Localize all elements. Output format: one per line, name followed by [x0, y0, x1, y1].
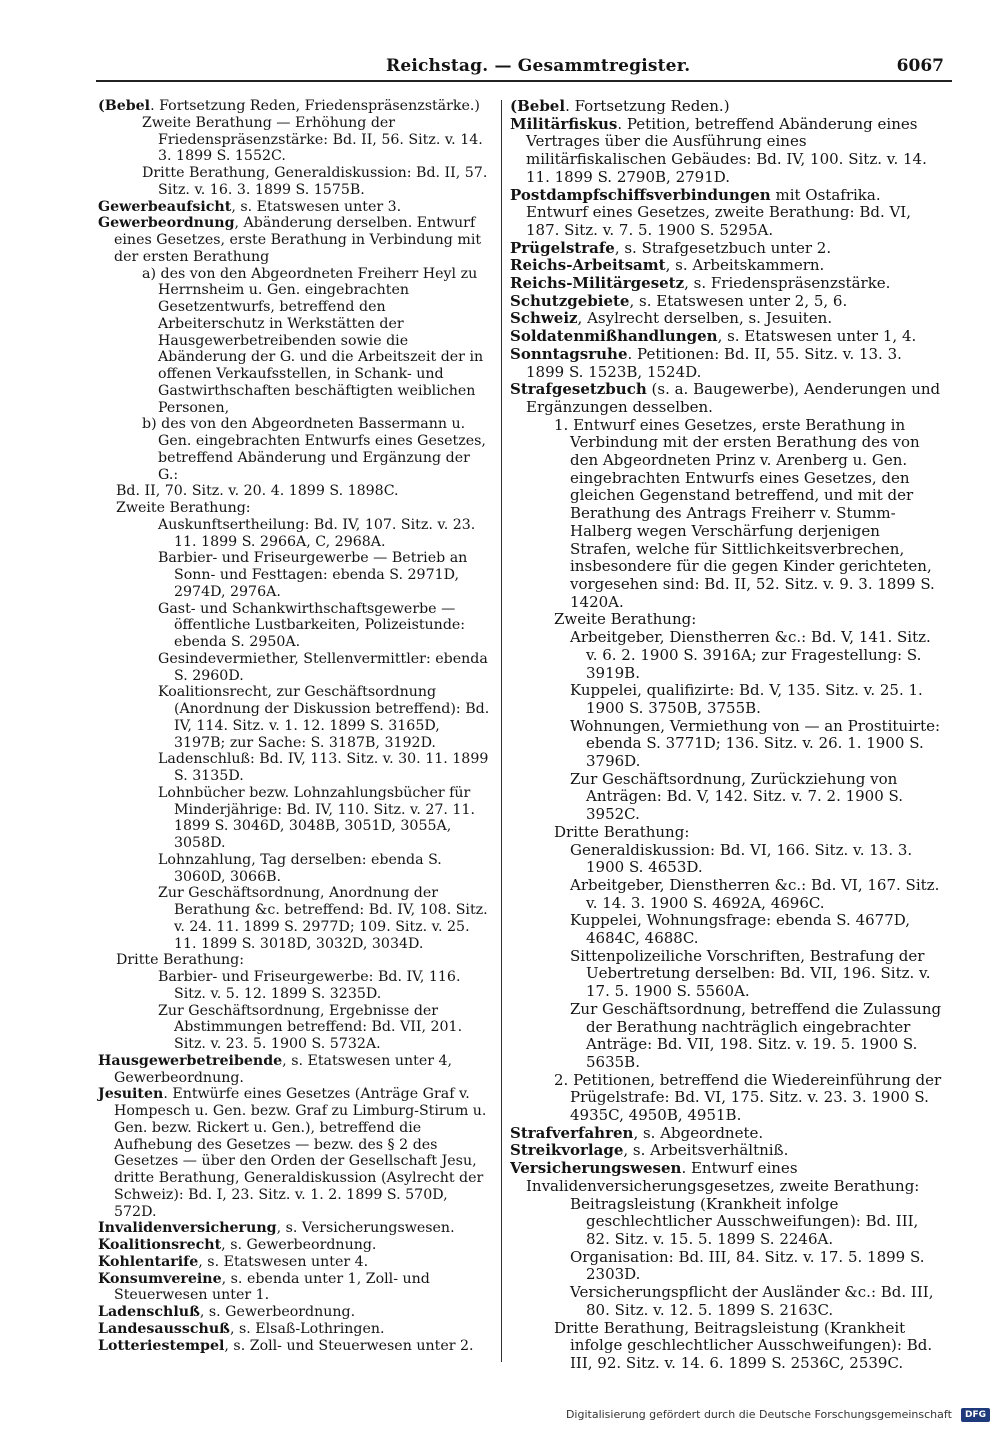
index-entry: Konsumvereine, s. ebenda unter 1, Zoll- und Steuerwesen unter 1.: [98, 1270, 430, 1304]
index-entry: Gewerbeordnung, Abänderung derselben. Entwurf eines Gesetzes, erste Berathung in Verbindung mit der ersten Berathung: [98, 215, 482, 265]
dfg-logo: DFG: [961, 1408, 990, 1422]
index-entry: Strafgesetzbuch (s. a. Baugewerbe), Aenderungen und Ergänzungen desselben.: [510, 380, 941, 416]
index-headword: (Bebel: [98, 98, 151, 114]
index-entry: Militärfiskus. Petition, betreffend Abänderung eines Vertrages über die Ausführung eines militärfiskalischen Gebäudes: Bd. IV, 100. Sitz. v. 14. 11. 1899 S. 2790B, 2791D.: [510, 114, 927, 186]
index-entry: Wohnungen, Vermiethung von — an Prostituirte: ebenda S. 3771D; 136. Sitz. v. 26. 1. 1900 S. 3796D.: [570, 716, 941, 771]
index-entry: 2. Petitionen, betreffend die Wiedereinführung der Prügelstrafe: Bd. VI, 175. Sitz. v. 23. 3. 1900 S. 4935C, 4950B, 4951B.: [554, 1070, 942, 1125]
index-entry: Gast- und Schankwirthschaftsgewerbe — öffentliche Lustbarkeiten, Polizeistunde: ebenda S. 2950A.: [158, 600, 466, 650]
index-entry: Streikvorlage, s. Arbeitsverhältniß.: [510, 1141, 789, 1160]
index-entry: Hausgewerbetreibende, s. Etatswesen unter 4, Gewerbeordnung.: [98, 1052, 453, 1086]
index-headword: Hausgewerbetreibende: [98, 1052, 283, 1069]
index-headword: Jesuiten: [98, 1086, 164, 1103]
footer-credit: Digitalisierung gefördert durch die Deutsche Forschungsgemeinschaft: [565, 1408, 952, 1421]
index-entry: Ladenschluß: Bd. IV, 113. Sitz. v. 30. 11. 1899 S. 3135D.: [158, 751, 489, 784]
index-entry: Postdampfschiffsverbindungen mit Ostafrika. Entwurf eines Gesetzes, zweite Berathung: Bd. VI, 187. Sitz. v. 7. 5. 1900 S. 5295A.: [510, 185, 912, 239]
index-headword: Konsumvereine: [98, 1270, 222, 1287]
index-entry: Bd. II, 70. Sitz. v. 20. 4. 1899 S. 1898C.: [116, 483, 399, 500]
index-entry: Beitragsleistung (Krankheit infolge geschlechtlicher Ausschweifungen): Bd. III, 82. Sitz. v. 15. 5. 1899 S. 2246A.: [570, 1194, 919, 1248]
index-headword: (Bebel: [510, 97, 566, 115]
index-entry: (Bebel. Fortsetzung Reden, Friedenspräsenzstärke.): [98, 98, 480, 114]
index-headword: Koalitionsrecht: [98, 1237, 222, 1253]
index-entry: Zur Geschäftsordnung, betreffend die Zulassung der Berathung nachträglich eingebrachter Anträge: Bd. VII, 198. Sitz. v. 19. 5. 1900 S. 5635B.: [570, 999, 942, 1071]
index-entry: Zweite Berathung:: [554, 610, 697, 629]
index-headword: Invalidenversicherung: [98, 1220, 277, 1237]
index-headword: Postdampfschiffsverbindungen: [510, 185, 771, 204]
index-entry: Barbier- und Friseurgewerbe — Betrieb an Sonn- und Festtagen: ebenda S. 2971D, 2974D, 2976A.: [158, 550, 468, 600]
index-entry: Zur Geschäftsordnung, Ergebnisse der Abstimmungen betreffend: Bd. VII, 201. Sitz. v. 23. 5. 1900 S. 5732A.: [158, 1002, 463, 1052]
index-entry: Schweiz, Asylrecht derselben, s. Jesuiten.: [510, 309, 833, 328]
index-entry: Auskunftsertheilung: Bd. IV, 107. Sitz. v. 23. 11. 1899 S. 2966A, C, 2968A.: [158, 516, 476, 550]
index-headword: Gewerbeaufsicht: [98, 198, 232, 215]
index-entry: Strafverfahren, s. Abgeordnete.: [510, 1123, 764, 1142]
index-entry: Generaldiskussion: Bd. VI, 166. Sitz. v. 13. 3. 1900 S. 4653D.: [570, 840, 913, 877]
index-entry: Lohnbücher bezw. Lohnzahlungsbücher für Minderjährige: Bd. IV, 110. Sitz. v. 27. 11. 1899 S. 3046D, 3048B, 3051D, 3055A, 3058D.: [158, 784, 475, 851]
index-headword: Soldatenmißhandlungen: [510, 327, 718, 346]
index-entry: Invalidenversicherung, s. Versicherungswesen.: [98, 1220, 455, 1237]
index-headword: Gewerbeordnung: [98, 215, 235, 232]
column-divider: [501, 100, 502, 1362]
index-entry: Lohnzahlung, Tag derselben: ebenda S. 3060D, 3066B.: [158, 851, 442, 885]
index-entry: Zur Geschäftsordnung, Zurückziehung von Anträgen: Bd. V, 142. Sitz. v. 7. 2. 1900 S. 3952C.: [570, 769, 904, 824]
index-entry: Dritte Berathung:: [554, 822, 690, 841]
index-entry: Zweite Berathung:: [116, 500, 251, 516]
index-entry: Soldatenmißhandlungen, s. Etatswesen unter 1, 4.: [510, 327, 917, 346]
index-entry: Reichs-Militärgesetz, s. Friedenspräsenzstärke.: [510, 274, 891, 293]
index-headword: Schutzgebiete: [510, 291, 630, 310]
index-headword: Streikvorlage: [510, 1141, 624, 1160]
index-entry: Dritte Berathung, Beitragsleistung (Krankheit infolge geschlechtlicher Ausschweifungen): Bd. III, 92. Sitz. v. 14. 6. 1899 S. 2536C, 2539C.: [554, 1318, 933, 1372]
index-headword: Kohlentarife: [98, 1253, 199, 1270]
index-entry: Barbier- und Friseurgewerbe: Bd. IV, 116. Sitz. v. 5. 12. 1899 S. 3235D.: [158, 969, 461, 1002]
index-entry: Dritte Berathung:: [116, 952, 245, 969]
index-headword: Landesausschuß: [98, 1320, 230, 1337]
index-entry: Arbeitgeber, Dienstherren &c.: Bd. VI, 167. Sitz. v. 14. 3. 1900 S. 4692A, 4696C.: [570, 875, 940, 912]
index-entry: Gewerbeaufsicht, s. Etatswesen unter 3.: [98, 198, 402, 215]
index-entry: Kuppelei, Wohnungsfrage: ebenda S. 4677D, 4684C, 4688C.: [570, 911, 911, 948]
footer: [566, 1404, 990, 1426]
index-entry: Kohlentarife, s. Etatswesen unter 4.: [98, 1253, 369, 1270]
header-rule: [96, 80, 952, 82]
index-headword: Strafgesetzbuch: [510, 380, 647, 399]
index-entry: Organisation: Bd. III, 84. Sitz. v. 17. 5. 1899 S. 2303D.: [570, 1247, 925, 1284]
index-headword: Versicherungswesen: [510, 1159, 682, 1178]
index-headword: Reichs-Arbeitsamt: [510, 256, 666, 275]
index-entry: 1. Entwurf eines Gesetzes, erste Berathung in Verbindung mit der ersten Berathung des von den Abgeordneten Prinz v. Arenberg u. Gen. eingebrachten Entwurfs eines Gesetzes, den gleichen Gegenstand betreffend, und mit der Berathung des Antrags Freiherr v. Stumm-Halberg wegen Verschärfung derjenigen Strafen, welche für Sittlichkeitsverbrechen, insbesondere für die gegen Kinder gerichteten, vorgesehen sind: Bd. II, 52. Sitz. v. 9. 3. 1899 S. 1420A.: [554, 415, 935, 611]
index-entry: Kuppelei, qualifizirte: Bd. V, 135. Sitz. v. 25. 1. 1900 S. 3750B, 3755B.: [570, 681, 923, 717]
index-headword: Strafverfahren: [510, 1123, 634, 1142]
index-entry: Schutzgebiete, s. Etatswesen unter 2, 5, 6.: [510, 291, 848, 310]
index-entry: (Bebel. Fortsetzung Reden.): [510, 97, 730, 115]
index-entry: Ladenschluß, s. Gewerbeordnung.: [98, 1304, 356, 1320]
index-entry: Koalitionsrecht, zur Geschäftsordnung (Anordnung der Diskussion betreffend): Bd. IV, 114. Sitz. v. 1. 12. 1899 S. 3165D, 3197B; zur Sache: S. 3187B, 3192D.: [158, 684, 490, 751]
index-entry: Versicherungspflicht der Ausländer &c.: Bd. III, 80. Sitz. v. 12. 5. 1899 S. 2163C.: [570, 1283, 934, 1319]
index-headword: Schweiz: [510, 309, 578, 328]
index-entry: Lotteriestempel, s. Zoll- und Steuerwesen unter 2.: [98, 1337, 474, 1354]
index-headword: Lotteriestempel: [98, 1337, 225, 1354]
index-entry: Gesindevermiether, Stellenvermittler: ebenda S. 2960D.: [158, 650, 488, 684]
running-title: Reichstag. — Gesammtregister.: [386, 56, 691, 76]
index-entry: a) des von den Abgeordneten Freiherr Heyl zu Herrnsheim u. Gen. eingebrachten Gesetzentwurfs, betreffend den Arbeiterschutz in Werkstätten der Hausgewerbetreibenden sowie die Abänderung der G. und die Arbeitszeit der in offenen Verkaufsstellen, in Schank- und Gastwirthschaften beschäftigten weiblichen Personen,: [142, 265, 484, 416]
index-entry: Sonntagsruhe. Petitionen: Bd. II, 55. Sitz. v. 13. 3. 1899 S. 1523B, 1524D.: [510, 344, 902, 381]
index-entry: Zweite Berathung — Erhöhung der Friedenspräsenzstärke: Bd. II, 56. Sitz. v. 14. 3. 1899 S. 1552C.: [142, 114, 483, 165]
index-entry: Landesausschuß, s. Elsaß-Lothringen.: [98, 1320, 385, 1337]
index-entry: Jesuiten. Entwürfe eines Gesetzes (Anträge Graf v. Hompesch u. Gen. bezw. Graf zu Limburg-Stirum u. Gen. bezw. Rickert u. Gen.), betreffend die Aufhebung des Gesetzes — bezw. des § 2 des Gesetzes — über den Orden der Gesellschaft Jesu, dritte Berathung, Generaldiskussion (Asylrecht der Schweiz): Bd. I, 23. Sitz. v. 1. 2. 1899 S. 570D, 572D.: [98, 1086, 487, 1220]
index-entry: Dritte Berathung, Generaldiskussion: Bd. II, 57. Sitz. v. 16. 3. 1899 S. 1575B.: [142, 165, 488, 198]
index-entry: Sittenpolizeiliche Vorschriften, Bestrafung der Uebertretung derselben: Bd. VII, 196. Sitz. v. 17. 5. 1900 S. 5560A.: [570, 946, 931, 1001]
page-number: 6067: [896, 56, 944, 76]
index-headword: Militärfiskus: [510, 114, 618, 133]
index-headword: Reichs-Militärgesetz: [510, 274, 685, 293]
index-headword: Prügelstrafe: [510, 238, 615, 257]
index-entry: Prügelstrafe, s. Strafgesetzbuch unter 2.: [510, 238, 832, 257]
index-entry: Koalitionsrecht, s. Gewerbeordnung.: [98, 1237, 377, 1253]
index-headword: Ladenschluß: [98, 1304, 200, 1320]
page-header: [96, 52, 952, 82]
index-entry: Arbeitgeber, Dienstherren &c.: Bd. V, 141. Sitz. v. 6. 2. 1900 S. 3916A; zur Fragestellung: S. 3919B.: [570, 628, 931, 682]
index-entry: Zur Geschäftsordnung, Anordnung der Berathung &c. betreffend: Bd. IV, 108. Sitz. v. 24. 11. 1899 S. 2977D; 109. Sitz. v. 25. 11. 1899 S. 3018D, 3032D, 3034D.: [158, 885, 488, 952]
index-entry: Versicherungswesen. Entwurf eines Invalidenversicherungsgesetzes, zweite Berathung:: [510, 1159, 920, 1195]
index-entry: Reichs-Arbeitsamt, s. Arbeitskammern.: [510, 256, 825, 275]
right-column: [510, 98, 944, 1373]
left-column: [98, 98, 492, 1354]
index-headword: Sonntagsruhe: [510, 344, 628, 363]
index-entry: b) des von den Abgeordneten Bassermann u. Gen. eingebrachten Entwurfs eines Gesetzes, betreffend Abänderung und Ergänzung der G.:: [142, 416, 486, 483]
